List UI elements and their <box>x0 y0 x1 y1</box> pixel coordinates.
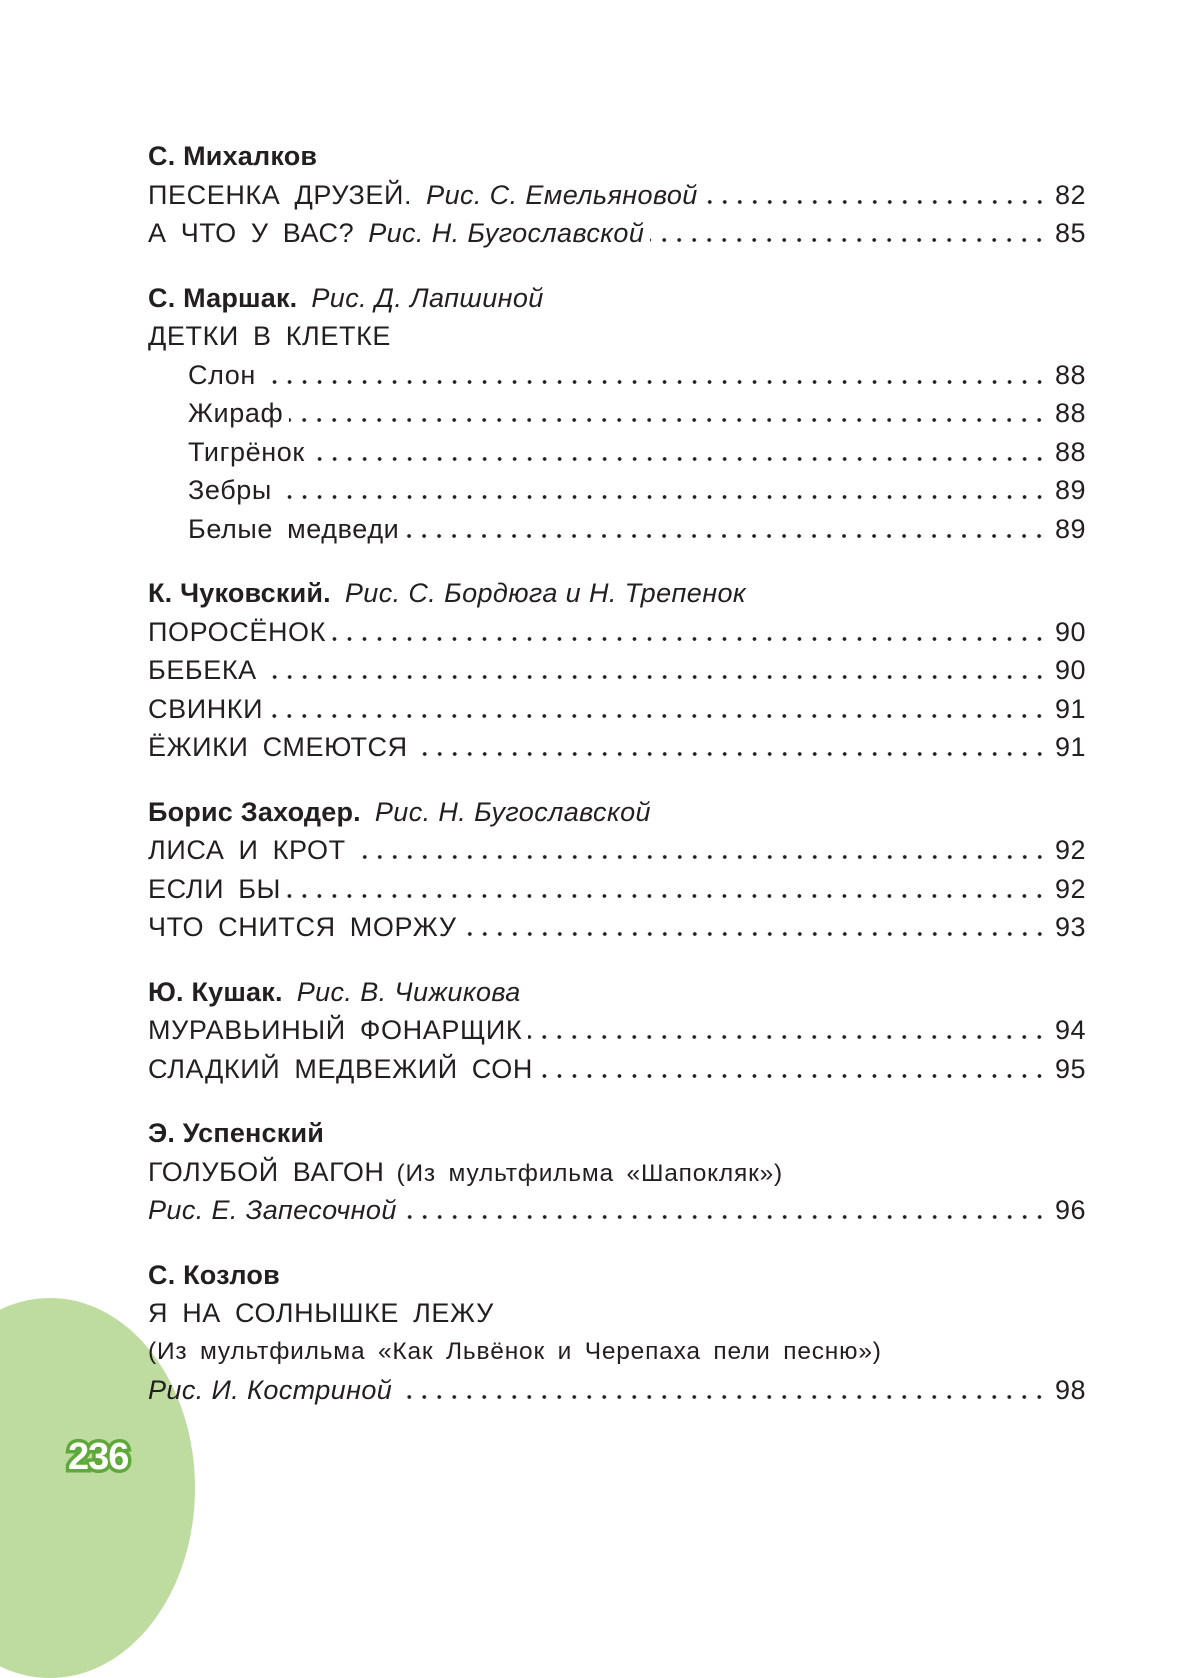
entry-title: ЧТО СНИТСЯ МОРЖУ <box>148 912 457 942</box>
toc-entry[interactable] <box>148 690 1086 729</box>
toc-entry[interactable] <box>148 870 1086 909</box>
toc-entry[interactable] <box>148 394 1086 433</box>
author-name: Ю. Кушак. <box>148 976 283 1007</box>
entry-page: 88 <box>1054 359 1086 390</box>
entry-page: 93 <box>1054 912 1086 942</box>
entry-page: 91 <box>1054 732 1086 762</box>
entry-illustrator: Рис. С. Емельяновой <box>426 179 698 210</box>
entry-page: 98 <box>1054 1375 1086 1405</box>
author-name: С. Михалков <box>148 141 318 171</box>
page-number: 236 <box>68 1436 129 1478</box>
entry-page: 89 <box>1054 513 1086 544</box>
entry-illustrator: Рис. Н. Бугославской <box>368 218 645 248</box>
entry-title: ЛИСА И КРОТ <box>148 835 346 865</box>
toc-entry[interactable] <box>148 1011 1086 1050</box>
author-name: К. Чуковский. <box>148 578 331 608</box>
toc-entry[interactable] <box>148 471 1086 510</box>
dot-leader <box>289 418 1047 422</box>
dot-leader <box>352 855 1047 859</box>
toc-section-marshak <box>148 279 1086 549</box>
toc-section-chukovsky <box>148 574 1086 767</box>
entry-title: ПЕСЕНКА ДРУЗЕЙ. <box>148 179 413 210</box>
entry-title: ГОЛУБОЙ ВАГОН <box>148 1156 385 1187</box>
author-name: С. Маршак. <box>148 282 298 313</box>
dot-leader <box>528 1035 1047 1039</box>
entry-page: 82 <box>1054 179 1086 210</box>
entry-page: 88 <box>1054 398 1086 428</box>
entry-page: 95 <box>1054 1053 1086 1084</box>
entry-title: ЕСЛИ БЫ <box>148 873 282 904</box>
dot-leader <box>287 894 1047 898</box>
entry-page: 90 <box>1054 616 1086 647</box>
entry-note: (Из мультфильма «Шапокляк») <box>396 1159 783 1187</box>
toc-section-zakhoder <box>148 793 1086 947</box>
entry-page: 94 <box>1054 1015 1086 1045</box>
cycle-title: ДЕТКИ В КЛЕТКЕ <box>148 321 392 351</box>
entry-title: Я НА СОЛНЫШКЕ ЛЕЖУ <box>148 1298 494 1328</box>
entry-title: А ЧТО У ВАС? <box>148 218 355 248</box>
entry-page: 92 <box>1054 873 1086 904</box>
toc-entry[interactable] <box>148 831 1086 870</box>
section-illustrator: Рис. С. Бордюга и Н. Трепенок <box>344 578 747 608</box>
dot-leader <box>262 380 1047 384</box>
toc-entry[interactable] <box>148 356 1086 395</box>
entry-title: СВИНКИ <box>148 693 264 724</box>
toc-section-uspensky <box>148 1114 1086 1230</box>
entry-note: (Из мультфильма «Как Львёнок и Черепаха пели песню») <box>148 1337 882 1365</box>
entry-title: СЛАДКИЙ МЕДВЕЖИЙ СОН <box>148 1053 534 1084</box>
entry-title: ПОРОСЁНОК <box>148 616 326 647</box>
dot-leader <box>405 534 1047 538</box>
entry-title: ЁЖИКИ СМЕЮТСЯ <box>148 732 408 762</box>
dot-leader <box>278 495 1047 499</box>
dot-leader <box>650 238 1047 242</box>
dot-leader <box>704 200 1047 204</box>
toc-entry[interactable] <box>148 214 1086 253</box>
toc-entry[interactable] <box>148 613 1086 652</box>
dot-leader <box>539 1074 1047 1078</box>
toc-entry[interactable] <box>148 176 1086 215</box>
dot-leader <box>311 457 1047 461</box>
entry-page: 85 <box>1054 218 1086 248</box>
entry-page: 92 <box>1054 835 1086 865</box>
dot-leader <box>398 1395 1047 1399</box>
dot-leader <box>414 752 1047 756</box>
section-illustrator: Рис. Н. Бугославской <box>374 796 651 827</box>
entry-title: Жираф <box>188 398 284 428</box>
section-illustrator: Рис. В. Чижикова <box>296 976 521 1007</box>
toc-entry[interactable] <box>148 651 1086 690</box>
toc-entry[interactable] <box>148 1050 1086 1089</box>
entry-title: Слон <box>188 359 256 390</box>
dot-leader <box>463 932 1047 936</box>
toc-entry[interactable] <box>148 728 1086 767</box>
table-of-contents <box>148 137 1086 1436</box>
author-name: Э. Успенский <box>148 1118 325 1148</box>
dot-leader <box>263 675 1047 679</box>
entry-title: МУРАВЬИНЫЙ ФОНАРЩИК <box>148 1015 523 1045</box>
entry-illustrator: Рис. И. Костриной <box>148 1375 393 1405</box>
dot-leader <box>332 637 1047 641</box>
toc-entry[interactable] <box>148 510 1086 549</box>
entry-title: БЕБЕКА <box>148 655 257 685</box>
entry-page: 88 <box>1054 436 1086 467</box>
toc-section-kozlov <box>148 1256 1086 1410</box>
entry-page: 96 <box>1054 1195 1086 1225</box>
section-illustrator: Рис. Д. Лапшиной <box>311 282 544 313</box>
author-name: С. Козлов <box>148 1259 280 1290</box>
author-name: Борис Заходер. <box>148 796 361 827</box>
entry-page: 89 <box>1054 475 1086 505</box>
toc-entry[interactable] <box>148 1191 1086 1230</box>
toc-section-mikhalkov <box>148 137 1086 253</box>
entry-illustrator: Рис. Е. Запесочной <box>148 1195 397 1225</box>
entry-title: Белые медведи <box>188 513 400 544</box>
dot-leader <box>403 1215 1047 1219</box>
dot-leader <box>269 714 1047 718</box>
entry-page: 91 <box>1054 693 1086 724</box>
entry-page: 90 <box>1054 655 1086 685</box>
toc-entry[interactable] <box>148 433 1086 472</box>
toc-section-kushak <box>148 973 1086 1089</box>
toc-entry[interactable] <box>148 908 1086 947</box>
toc-entry[interactable] <box>148 1371 1086 1410</box>
entry-title: Тигрёнок <box>188 436 305 467</box>
entry-title: Зебры <box>188 475 272 505</box>
